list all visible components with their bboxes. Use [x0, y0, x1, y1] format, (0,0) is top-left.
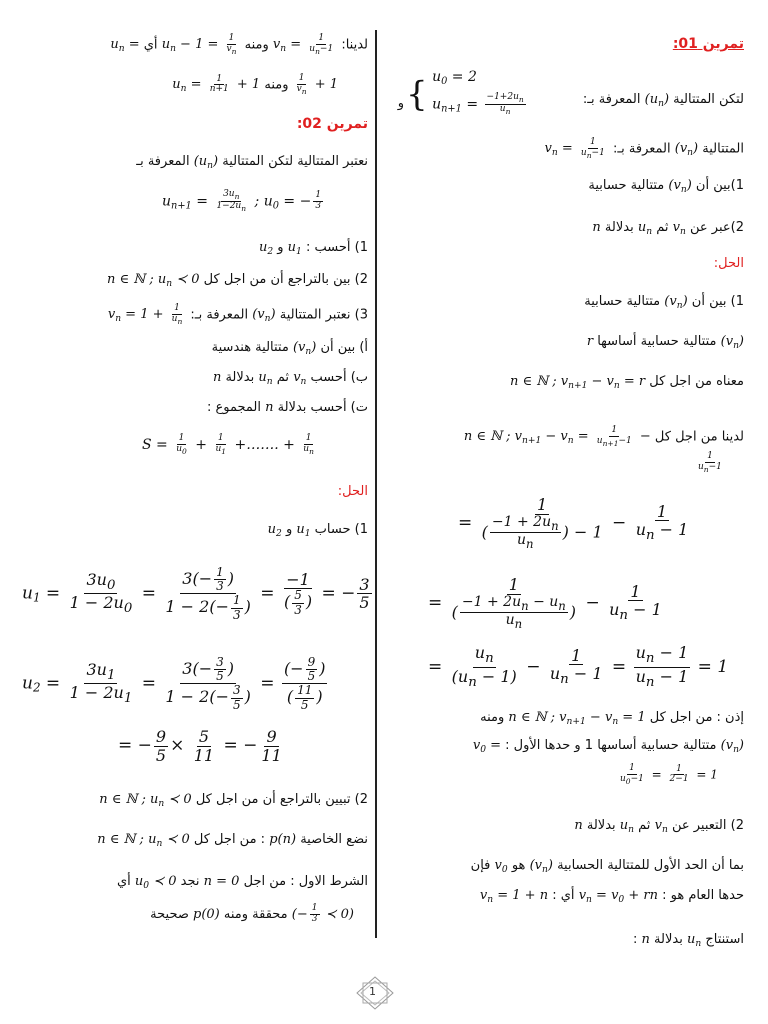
sol1-step1: = 1 ( $\frac{-1 + 2u_n}{u_n}$ ) − 1 − $\frac{1}{u_n - 1}$: [458, 495, 689, 552]
ex1-intro: لتكن المتتالية $(u_n)$ المعرفة بـ:: [582, 92, 744, 109]
exercise-1-title: تمرين 01:: [672, 36, 744, 52]
ex2-q2: 2) بين بالتراجع أن من اجل كل n ∈ ℕ ; $u_n$ ≺ 0: [107, 272, 368, 289]
ex1-seq-v: المتتالية $(v_n)$ المعرفة بـ: $v_n$ = $\frac{1}{u_n-1}$: [544, 137, 744, 160]
ex2-q3a: أ) بين أن $(v_n)$ متتالية هندسية: [211, 340, 368, 357]
ex2-sol2: 2) تبيين بالتراجع أن من اجل كل n ∈ ℕ ; $u_n$ ≺ 0: [99, 792, 368, 809]
sol1-line4: لدينا من اجل كل n ∈ ℕ ; $v_{n+1} - v_n$ = $\frac{1}{u_{n+1}-1}$ −: [463, 425, 744, 448]
page-footer: [355, 975, 395, 1011]
ex2-intro: نعتبر المتتالية لتكن المتتالية $(u_n)$ المعرفة بـ: [136, 154, 368, 171]
sol1-line3: معناه من اجل كل n ∈ ℕ ; $v_{n+1} - v_n = r$: [509, 374, 744, 391]
ex2-q3: 3) نعتبر المتتالية $(v_n)$ المعرفة بـ: $v_n = 1$ + $\frac{1}{u_n}$: [107, 303, 368, 326]
sol2-line3: استنتاج $u_n$ بدلالة n :: [633, 932, 744, 949]
column-divider: [375, 30, 377, 938]
sol2-line2: حدها العام هو : $v_n = v_0$ + rn أي : $v_n = 1 + n$: [479, 888, 744, 905]
page-number: 1: [369, 985, 376, 998]
ex2-sol1: 1) حساب $u_1$ و $u_2$: [267, 522, 368, 539]
ex2-q3c: ت) أحسب بدلالة n المجموع :: [206, 400, 368, 415]
ex2-sum: S = $\frac{1}{u_0}$ + $\frac{1}{u_1}$ +……. + $\frac{1}{u_n}$: [142, 433, 314, 456]
ex2-sol2-property: نضع الخاصية p(n) : من اجل كل n ∈ ℕ ; $u_n$ ≺ 0: [97, 832, 368, 849]
sol2-line1: بما أن الحد الأول للمتتالية الحسابية $(v_n)$ هو $v_0$ فإن: [470, 858, 744, 875]
ex1-question-1: 1)بين أن $(v_n)$ متتالية حسابية: [588, 178, 744, 195]
ex1-solution-label: الحل:: [713, 256, 744, 271]
ex2-sol2-verified: (− $\frac{1}{3}$ ≺ 0) محققة ومنه p(0) صحيحة: [150, 903, 354, 924]
sol1-conclusion2: $(v_n)$ متتالية حسابية أساسها 1 و حدها الأول : $v_0$ =: [472, 738, 744, 755]
calc-u2: $u_2$ = $\frac{3u_1}{1 - 2u_1}$ = 3(− $\frac{3}{5}$ ) 1 − 2(− $\frac{3}{5}$ ) = (− $\frac{9}{5}$ ) ( $\frac{11}{5}$ ): [22, 655, 326, 712]
exercise-2-title: تمرين 02:: [296, 116, 368, 132]
top-line-2: $\frac{1}{v_n}$ + 1 ومنه $u_n$ = $\frac{1}{n+1}$ + 1: [172, 73, 338, 96]
sol1-conclusion: إذن : من اجل كل n ∈ ℕ ; $v_{n+1} - v_n = 1$ ومنه: [480, 710, 744, 727]
sol1-step3: = $\frac{u_n}{(u_n - 1)}$ − $\frac{1}{u_n - 1}$ = $\frac{u_n - 1}{u_n - 1}$ = 1: [428, 643, 729, 691]
calc-u1: $u_1$ = $\frac{3u_0}{1 - 2u_0}$ = 3(− $\frac{1}{3}$ ) 1 − 2(− $\frac{1}{3}$ ) = −1 ( $\frac{5}{3}$ ) = − $\frac{3}{5}$: [22, 565, 370, 622]
ex1-system: { $u_0 = 2$ $u_{n+1}$ = $\frac{-1+2u_n}{u_n}$: [406, 69, 524, 116]
ex2-sol2-initial: الشرط الاول : من اجل n = 0 نجد $u_0$ ≺ 0 أي: [116, 874, 368, 891]
ex2-solution-label: الحل:: [337, 484, 368, 499]
sol1-title: 1) بين أن $(v_n)$ متتالية حسابية: [584, 294, 744, 311]
ex1-question-2: 2)عبر عن $v_n$ ثم $u_n$ بدلالة n: [592, 220, 744, 237]
top-line-1: لدينا: $v_n$ = $\frac{1}{u_n-1}$ ومنه $u_n - 1$ = $\frac{1}{v_n}$ أي $u_n$ =: [110, 33, 368, 56]
sol2-title: 2) التعبير عن $v_n$ ثم $u_n$ بدلالة n: [574, 818, 744, 835]
ex2-definition: $u_{n+1}$ = $\frac{3u_n}{1-2u_n}$ ; $u_0$ = − $\frac{1}{3}$: [162, 189, 322, 213]
ex2-q1: 1) أحسب : $u_1$ و $u_2$: [258, 240, 368, 257]
sol1-step2: = 1 ( $\frac{-1 + 2u_n - u_n}{u_n}$ ) − $\frac{1}{u_n - 1}$: [428, 575, 662, 632]
ex2-q3b: ب) أحسب $v_n$ ثم $u_n$ بدلالة n: [212, 370, 368, 387]
calc-u2-result: = − $\frac{9}{5}$ × $\frac{5}{11}$ = − $\frac{9}{11}$: [118, 727, 282, 765]
sol1-line2: $(v_n)$ متتالية حسابية أساسها r: [586, 334, 744, 351]
